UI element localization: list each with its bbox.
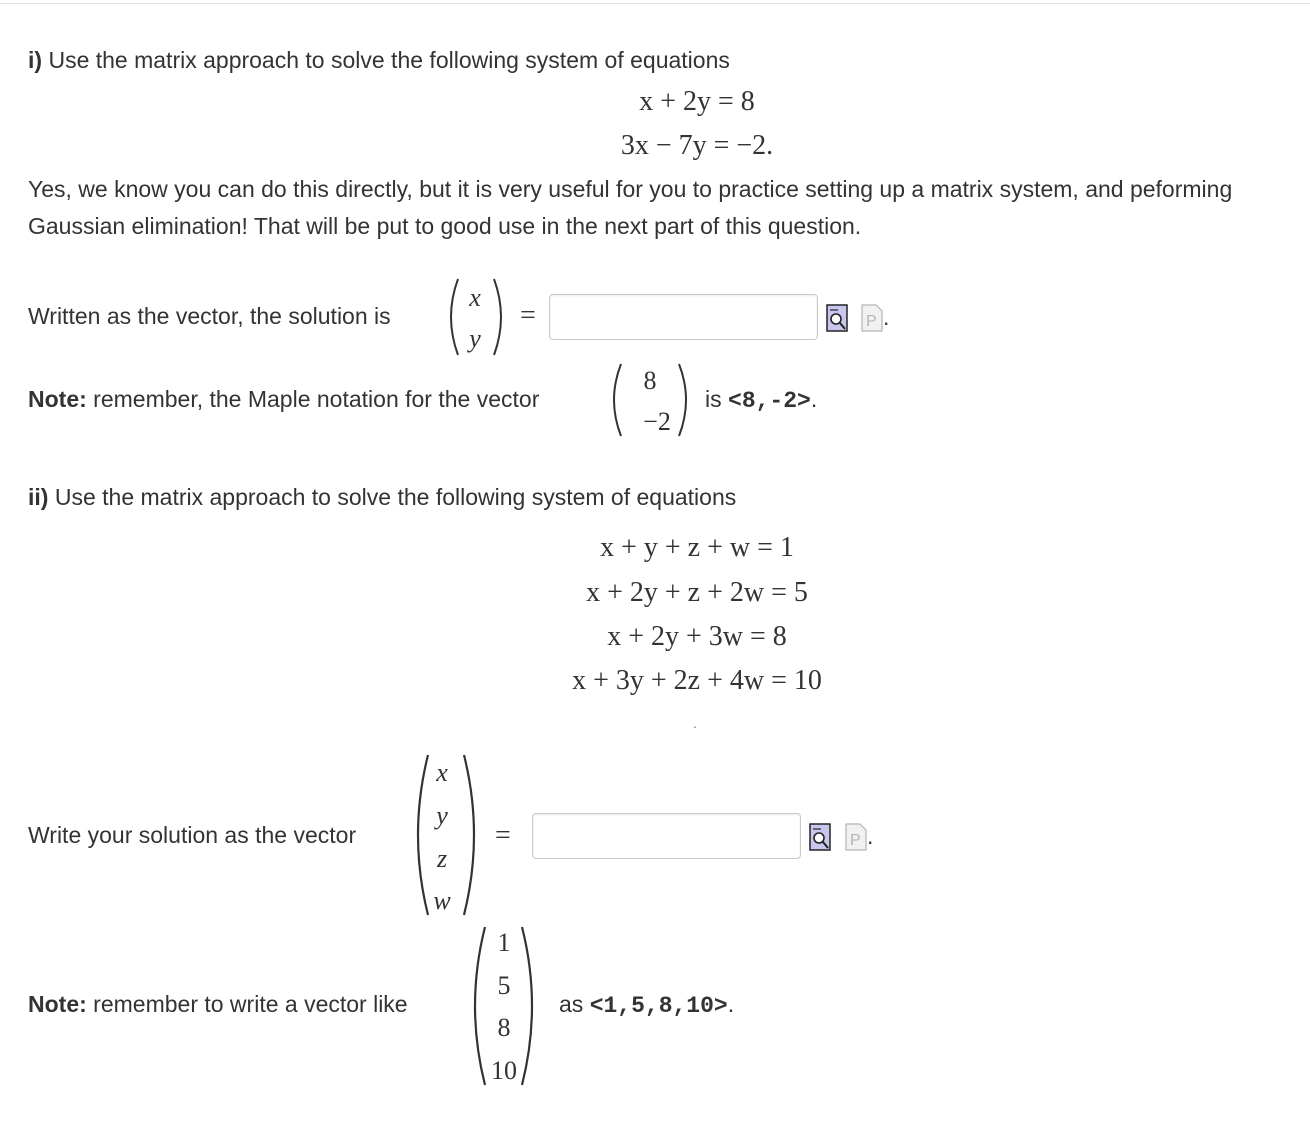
part1-label: i) — [28, 47, 43, 73]
part1-note-text: remember, the Maple notation for the vector — [93, 386, 540, 412]
right-paren — [460, 752, 486, 918]
part2-prompt-text: Use the matrix approach to solve the following system of equations — [54, 484, 737, 510]
part1-note-is: is — [705, 386, 722, 412]
part1-note-label: Note: — [28, 386, 87, 412]
vector-var-z: z — [436, 844, 448, 873]
part2-equation-2: x + 2y + z + 2w = 5 — [586, 577, 808, 608]
part2-equation-3: x + 2y + 3w = 8 — [607, 621, 787, 652]
maple-syntax-icon[interactable] — [861, 304, 883, 332]
part1-equation-1: x + 2y = 8 — [639, 86, 755, 117]
vector-var-x: x — [469, 283, 481, 312]
vector-var-w: w — [433, 886, 451, 915]
right-paren — [676, 361, 696, 439]
part2-note-end — [559, 993, 734, 1018]
equals-sign: = — [495, 820, 511, 851]
preview-icon[interactable] — [809, 823, 831, 851]
part2-note-as: as — [559, 991, 584, 1017]
right-paren — [518, 924, 544, 1088]
note-vector-entry-2: 5 — [497, 971, 511, 1000]
note-vector-entry-4: 10 — [491, 1056, 517, 1085]
part1-note-example: <8,-2> — [728, 388, 811, 414]
svg-text:P: P — [850, 832, 861, 849]
part2-note-period: . — [727, 991, 735, 1017]
note-vector-entry-1: 8 — [643, 366, 657, 395]
part2-answer-label: Write your solution as the vector — [28, 822, 357, 848]
right-paren — [490, 276, 512, 358]
part1-answer-input[interactable] — [549, 294, 818, 340]
vector-var-y: y — [436, 801, 448, 830]
part1-note-period: . — [810, 386, 818, 412]
maple-syntax-icon[interactable] — [845, 823, 867, 851]
part2-note-label: Note: — [28, 991, 87, 1017]
part1-note — [28, 388, 539, 411]
part1-note-end — [705, 388, 817, 413]
part2-equation-1: x + y + z + w = 1 — [600, 532, 794, 563]
equals-sign: = — [520, 300, 536, 331]
part2-label: ii) — [28, 484, 49, 510]
part2-prompt — [28, 486, 736, 509]
preview-icon[interactable] — [826, 304, 848, 332]
part2-note-example: <1,5,8,10> — [589, 993, 728, 1019]
vector-var-x: x — [436, 758, 448, 787]
part1-equation-2: 3x − 7y = −2. — [620, 130, 774, 161]
part1-prompt-text: Use the matrix approach to solve the following system of equations — [48, 47, 730, 73]
note-vector-entry-3: 8 — [497, 1013, 511, 1042]
part1-explanation: Yes, we know you can do this directly, but it is very useful for you to practice setting up a matrix system, and peforming Gaussian elimination! That will be put to good use in the next part of this question. — [28, 176, 1233, 239]
top-divider — [0, 3, 1310, 4]
svg-text:P: P — [866, 313, 877, 330]
part1-answer-period: . — [883, 304, 890, 330]
part1-prompt — [28, 49, 730, 72]
note-vector-entry-2: −2 — [643, 407, 671, 436]
part1-answer-label: Written as the vector, the solution is — [28, 303, 391, 329]
left-paren — [604, 361, 624, 439]
part2-note — [28, 993, 408, 1016]
equations-dot: . — [693, 715, 697, 731]
part2-answer-input[interactable] — [532, 813, 801, 859]
part2-equation-4: x + 3y + 2z + 4w = 10 — [572, 665, 822, 696]
part2-note-text: remember to write a vector like — [93, 991, 408, 1017]
part2-answer-period: . — [867, 823, 874, 849]
note-vector-entry-1: 1 — [497, 928, 511, 957]
vector-var-y: y — [469, 324, 481, 353]
